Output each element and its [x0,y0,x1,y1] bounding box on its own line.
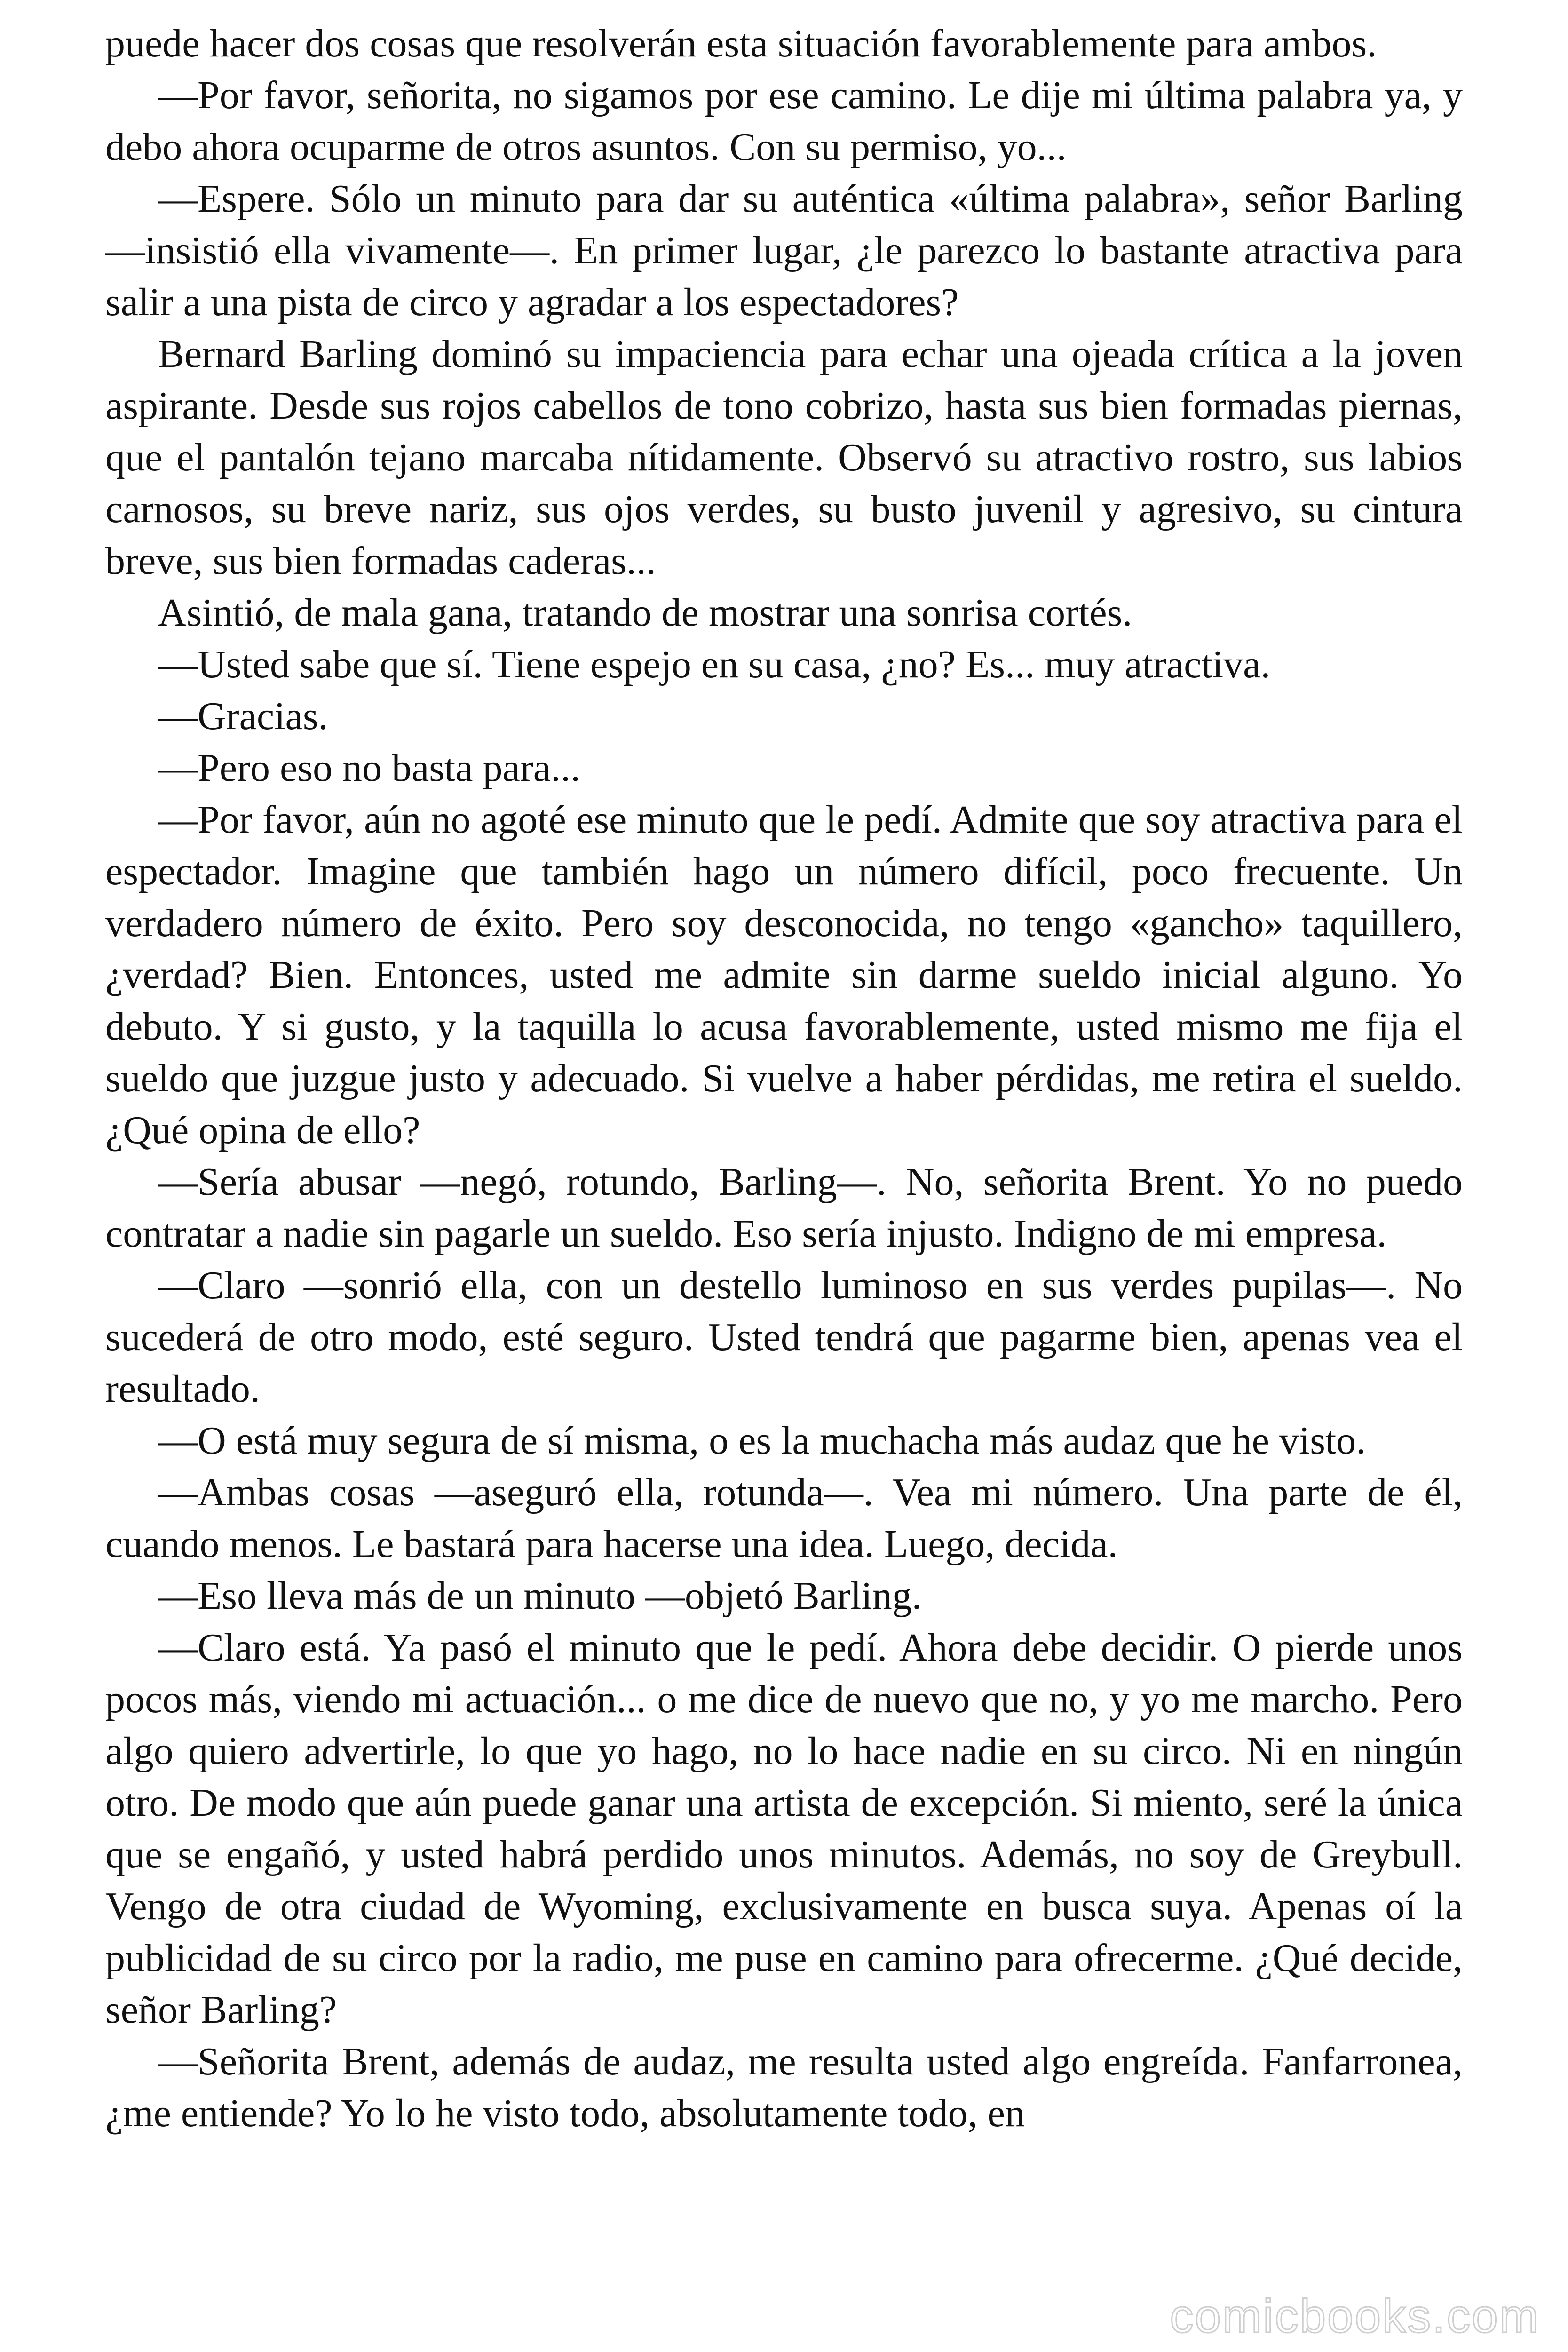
paragraph-8: —Pero eso no basta para... [158,746,581,790]
paragraph-12: —O está muy segura de sí misma, o es la muchacha más audaz que he visto. [158,1419,1366,1462]
paragraph-15: —Claro está. Ya pasó el minuto que le pedí. Ahora debe decidir. O pierde unos pocos más, viendo mi actuación... o me dice de nuevo que no, y yo me marcho. Pero algo quiero advertirle, lo que yo hago, no lo hace nadie en su circo. Ni en ningún otro. De modo que aún puede ganar una artista de excepción. Si miento, seré la única que se engañó, y usted habrá perdido unos minutos. Además, no soy de Greybull. Vengo de otra ciudad de Wyoming, exclusivamente en busca suya. Apenas oí la publicidad de su circo por la radio, me puse en camino para ofrecerme. ¿Qué decide, señor Barling? [105,1626,1463,2032]
paragraph-6: —Usted sabe que sí. Tiene espejo en su casa, ¿no? Es... muy atractiva. [158,643,1271,686]
paragraph-11: —Claro —sonrió ella, con un destello luminoso en sus verdes pupilas—. No sucederá de otro modo, esté seguro. Usted tendrá que pagarme bien, apenas vea el resultado. [105,1263,1463,1411]
paragraph-10: —Sería abusar —negó, rotundo, Barling—. No, señorita Brent. Yo no puedo contratar a nadie sin pagarle un sueldo. Eso sería injusto. Indigno de mi empresa. [105,1160,1463,1255]
paragraph-1: puede hacer dos cosas que resolverán esta situación favorablemente para ambos. [105,22,1377,65]
paragraph-9: —Por favor, aún no agoté ese minuto que le pedí. Admite que soy atractiva para el espectador. Imagine que también hago un número difícil, poco frecuente. Un verdadero número de éxito. Pero soy desconocida, no tengo «gancho» taquillero, ¿verdad? Bien. Entonces, usted me admite sin darme sueldo inicial alguno. Yo debuto. Y si gusto, y la taquilla lo acusa favorablemente, usted mismo me fija el sueldo que juzgue justo y adecuado. Si vuelve a haber pérdidas, me retira el sueldo. ¿Qué opina de ello? [105,798,1463,1152]
book-page-text [105,18,1463,2139]
paragraph-3: —Espere. Sólo un minuto para dar su auténtica «última palabra», señor Barling —insistió ella vivamente—. En primer lugar, ¿le parezco lo bastante atractiva para salir a una pista de circo y agradar a los espectadores? [105,177,1463,324]
paragraph-14: —Eso lleva más de un minuto —objetó Barling. [158,1574,922,1618]
paragraph-2: —Por favor, señorita, no sigamos por ese camino. Le dije mi última palabra ya, y debo ahora ocuparme de otros asuntos. Con su permiso, yo... [105,73,1463,169]
paragraph-16: —Señorita Brent, además de audaz, me resulta usted algo engreída. Fanfarronea, ¿me entiende? Yo lo he visto todo, absolutamente todo, en [105,2040,1463,2135]
paragraph-5: Asintió, de mala gana, tratando de mostrar una sonrisa cortés. [158,591,1132,635]
paragraph-7: —Gracias. [158,694,328,738]
paragraph-4: Bernard Barling dominó su impaciencia para echar una ojeada crítica a la joven aspirante. Desde sus rojos cabellos de tono cobrizo, hasta sus bien formadas piernas, que el pantalón tejano marcaba nítidamente. Observó su atractivo rostro, sus labios carnosos, su breve nariz, sus ojos verdes, su busto juvenil y agresivo, su cintura breve, sus bien formadas caderas... [105,332,1463,583]
paragraph-13: —Ambas cosas —aseguró ella, rotunda—. Vea mi número. Una parte de él, cuando menos. Le bastará para hacerse una idea. Luego, decida. [105,1470,1463,1566]
watermark-logo: comicbooks.com [1170,2290,1540,2343]
